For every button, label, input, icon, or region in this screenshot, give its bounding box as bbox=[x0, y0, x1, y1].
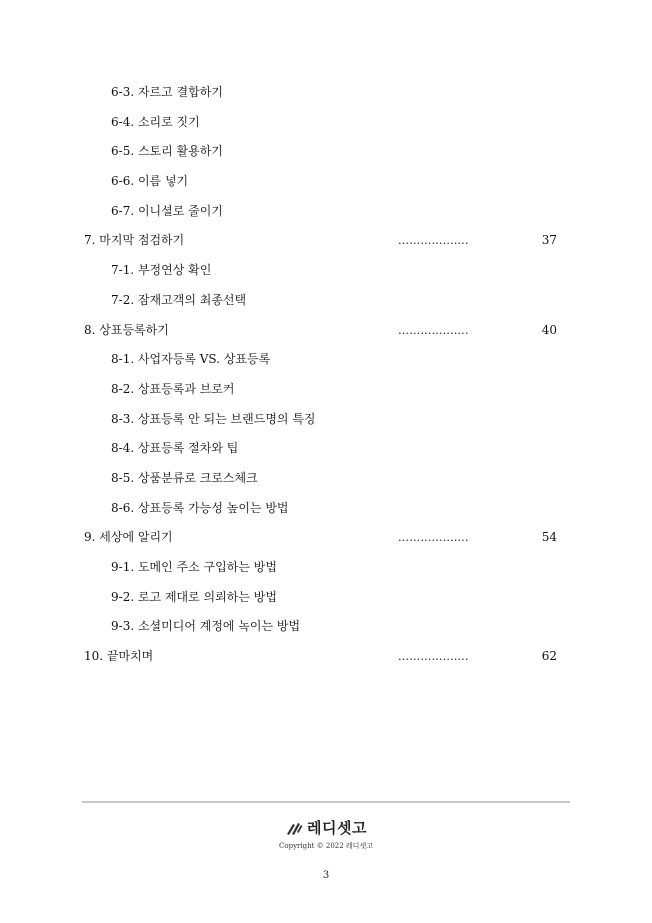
toc-section-row bbox=[0, 108, 652, 138]
toc-entry-title: 8-3. 상표등록 안 되는 브랜드명의 특징 bbox=[111, 411, 316, 426]
toc-page-number: 54 bbox=[541, 530, 557, 545]
toc-leader-dots: ………......…. bbox=[398, 650, 469, 664]
toc-section-row bbox=[0, 375, 652, 405]
toc-section-row bbox=[0, 286, 652, 316]
brush-stroke-logo-icon bbox=[285, 820, 303, 836]
toc-entry-title: 7. 마지막 점검하기 bbox=[84, 233, 185, 248]
toc-entry-title: 9-2. 로고 제대로 의뢰하는 방법 bbox=[111, 589, 277, 604]
toc-entry-title: 6-3. 자르고 결합하기 bbox=[111, 85, 223, 99]
toc-leader-dots: ………......…. bbox=[398, 234, 469, 248]
toc-chapter-row bbox=[0, 316, 652, 346]
toc-entry-title: 6-7. 이니셜로 줄이기 bbox=[111, 203, 223, 218]
toc-section-row bbox=[0, 405, 652, 435]
toc-entry-title: 8-6. 상표등록 가능성 높이는 방법 bbox=[111, 500, 289, 515]
toc-section-row bbox=[0, 494, 652, 524]
toc-page-number: 37 bbox=[541, 233, 557, 248]
toc-entry-title: 8-1. 사업자등록 VS. 상표등록 bbox=[111, 352, 271, 367]
toc-entry-title: 9. 세상에 알리기 bbox=[84, 530, 173, 545]
toc-leader-dots: ………......…. bbox=[398, 323, 469, 337]
footer-brand bbox=[0, 817, 652, 839]
toc-section-row bbox=[0, 345, 652, 375]
toc-entry-title: 9-1. 도메인 주소 구입하는 방법 bbox=[111, 560, 277, 574]
toc-entry-title: 9-3. 소셜미디어 계정에 녹이는 방법 bbox=[111, 619, 301, 634]
toc-page-number: 40 bbox=[541, 322, 557, 337]
table-of-contents bbox=[0, 78, 652, 672]
toc-section-row bbox=[0, 583, 652, 613]
toc-entry-title: 10. 끝마치며 bbox=[84, 649, 154, 664]
page-number: 3 bbox=[322, 870, 330, 881]
toc-entry-title: 8. 상표등록하기 bbox=[84, 322, 169, 337]
toc-entry-title: 8-5. 상품분류로 크로스체크 bbox=[111, 470, 258, 485]
toc-section-row bbox=[0, 464, 652, 494]
brand-name: 레디셋고 bbox=[307, 819, 367, 837]
toc-entry-title: 6-5. 스토리 활용하기 bbox=[111, 144, 223, 159]
toc-chapter-row bbox=[0, 642, 652, 672]
toc-section-row bbox=[0, 167, 652, 197]
toc-leader-dots: ………......…. bbox=[398, 531, 469, 545]
copyright-text: Copyright © 2022 레디셋고 bbox=[279, 842, 373, 850]
toc-section-row bbox=[0, 78, 652, 108]
toc-chapter-row bbox=[0, 523, 652, 553]
toc-chapter-row bbox=[0, 226, 652, 256]
toc-section-row bbox=[0, 612, 652, 642]
toc-entry-title: 6-4. 소리로 짓기 bbox=[111, 114, 200, 129]
toc-entry-title: 7-2. 잠재고객의 최종선택 bbox=[111, 292, 247, 307]
toc-section-row bbox=[0, 434, 652, 464]
toc-section-row bbox=[0, 137, 652, 167]
toc-page-number: 62 bbox=[541, 649, 557, 664]
toc-section-row bbox=[0, 553, 652, 583]
footer-divider bbox=[82, 801, 570, 803]
toc-section-row bbox=[0, 256, 652, 286]
toc-entry-title: 7-1. 부정연상 확인 bbox=[111, 263, 212, 278]
toc-entry-title: 6-6. 이름 넣기 bbox=[111, 174, 189, 189]
toc-entry-title: 8-4. 상표등록 절차와 팁 bbox=[111, 441, 239, 456]
toc-entry-title: 8-2. 상표등록과 브로커 bbox=[111, 381, 235, 396]
toc-section-row bbox=[0, 197, 652, 227]
